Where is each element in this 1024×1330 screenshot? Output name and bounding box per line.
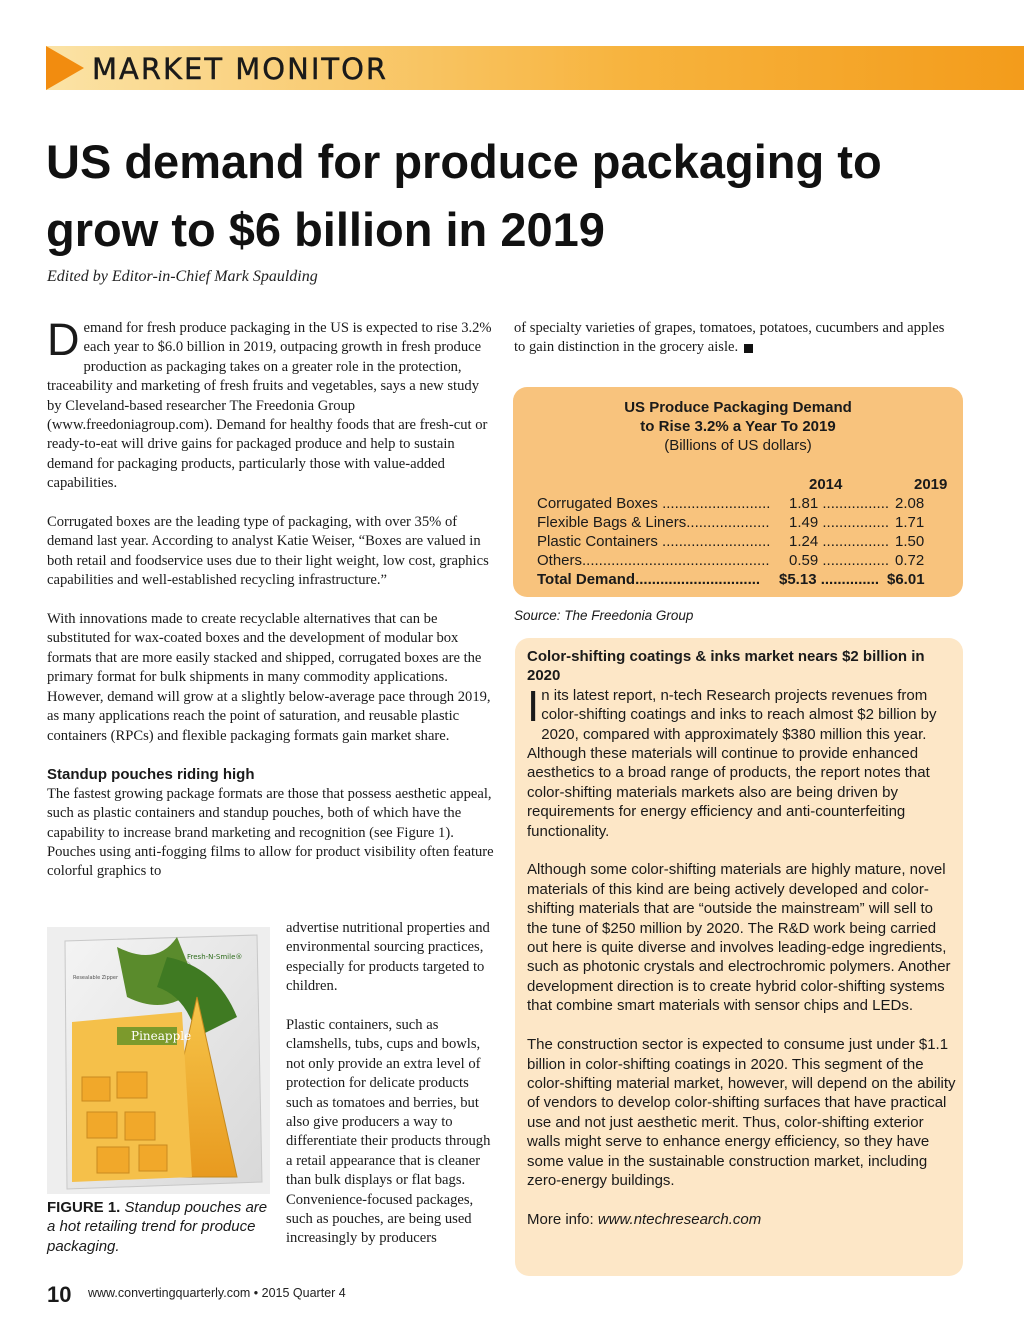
- paragraph-5: Plastic containers, such as clamshells, tubs, cups and bowls, not only provide an extra level of protection for delicate products such as tomatoes and berries, but also give producers a way to differentiate their products through a retail appearance that is cleaner than bulk displays or flat bags. Convenience-focused packages, such as pouches, are being used increasingly by producers: [286, 1017, 491, 1247]
- row-label: Others.............................................: [537, 552, 770, 569]
- figure-caption: [47, 1198, 272, 1256]
- bag-label: Pineapple: [131, 1029, 192, 1043]
- table-title-2: to Rise 3.2% a Year To 2019: [640, 418, 836, 435]
- subheading: Standup pouches riding high: [47, 766, 255, 784]
- row-value-2019: 1.50: [895, 533, 925, 550]
- banner-arrow-icon: [46, 46, 84, 90]
- row-label: Corrugated Boxes ..........................: [537, 495, 771, 512]
- paragraph-2: Corrugated boxes are the leading type of packaging, with over 35% of demand last year. According to analyst Katie Weiser, “Boxes are valued in both retail and foodservice uses due to their light weight, low cost, graphics capabilities and well-established recycling infrastructure.”: [47, 514, 489, 589]
- body-column-wrap: [286, 919, 498, 1268]
- byline: Edited by Editor-in-Chief Mark Spaulding: [47, 268, 318, 285]
- paragraph-col2: [514, 319, 954, 358]
- figure-label: FIGURE 1.: [47, 1199, 121, 1216]
- paragraph-4: The fastest growing package formats are those that possess aesthetic appeal, such as plastic containers and standup pouches, both of which have the capability to increase brand marketing and recognition (see Figure 1). Pouches using anti-fogging films to allow for product visibility often feature colorful graphics to: [47, 785, 494, 880]
- row-label: Total Demand..............................: [537, 571, 761, 588]
- row-value-2014: 1.49 ................: [789, 514, 890, 531]
- end-mark-icon: [744, 344, 753, 353]
- row-value-2019: 1.71: [895, 514, 925, 531]
- sidebar-title: Color-shifting coatings & inks market nears $2 billion in 2020: [527, 648, 925, 685]
- sidebar-content: [527, 647, 957, 1249]
- row-value-2014: 1.81 ................: [789, 495, 890, 512]
- row-label: Flexible Bags & Liners....................: [537, 514, 770, 531]
- sidebar-more-info: [527, 1210, 957, 1229]
- pineapple-pouch-image: [47, 927, 270, 1194]
- row-value-2019: $6.01: [887, 571, 925, 588]
- headline: US demand for produce packaging to grow to $6 billion in 2019: [46, 135, 882, 256]
- more-info-link[interactable]: www.ntechresearch.com: [597, 1210, 762, 1228]
- table-subtitle: (Billions of US dollars): [664, 437, 812, 454]
- paragraph-3: With innovations made to create recyclable alternatives that can be substituted for wax-coated boxes and the development of modular box formats that are more easily stacked and shipped, corrugated boxes are the primary format for bulk shipments in many commodity applications. However, demand will grow at a slightly below-average pace through 2019, as many applications reach the point of saturation, and reusable plastic containers (RPCs) and flexible packaging formats gain market share.: [47, 611, 491, 744]
- table-col-2014: 2014: [809, 476, 843, 493]
- row-value-2014: 1.24 ................: [789, 533, 890, 550]
- more-info-label: More info:: [527, 1210, 598, 1228]
- body-column-right: [514, 319, 954, 377]
- sidebar-paragraph-1-text: n its latest report, n-tech Research projects revenues from color-shifting coatings and inks to reach almost $2 billion by 2020, compared with approximately $380 million this year. Although these materials will continue to provide enhanced aesthetics to a broad range of products, the report notes that color-shifting materials markets also are being driven by requirements for energy efficiency and anti-counterfeiting functionality.: [527, 686, 937, 840]
- row-label: Plastic Containers ..........................: [537, 533, 771, 550]
- sidebar-drop-cap: I: [527, 681, 540, 731]
- bag-brand: Fresh-N-Smile®: [187, 953, 243, 961]
- bag-zipper-text: Resealable Zipper: [73, 975, 119, 981]
- row-value-2019: 2.08: [895, 495, 925, 512]
- table-title-1: US Produce Packaging Demand: [624, 399, 852, 416]
- demand-table: [513, 387, 963, 597]
- table-col-2019: 2019: [914, 476, 948, 493]
- drop-cap: D: [47, 314, 80, 365]
- row-value-2019: 0.72: [895, 552, 925, 569]
- row-value-2014: $5.13 ..............: [779, 571, 880, 588]
- sidebar-box: [515, 638, 963, 1276]
- paragraph-col2-text: of specialty varieties of grapes, tomatoes, potatoes, cucumbers and apples to gain distinction in the grocery aisle.: [514, 320, 945, 356]
- paragraph-4-continued: advertise nutritional properties and environmental sourcing practices, especially for products targeted to children.: [286, 920, 490, 995]
- row-value-2014: 0.59 ................: [789, 552, 890, 569]
- body-column-left: [47, 314, 495, 901]
- sidebar-paragraph-2: Although some color-shifting materials are highly mature, novel materials of this kind are being actively developed and color-shifting materials that are “outside the mainstream” will sell to the tune of $250 million by 2020. The R&D work being carried out here is quite diverse and involves leading-edge ingredients, such as photonic crystals and electrochromic polymers. Another development direction is to create hybrid color-shifting systems that combine smart materials with sensor chips and LEDs.: [527, 861, 951, 1015]
- sidebar-paragraph-1: [527, 681, 957, 841]
- sidebar-paragraph-3: The construction sector is expected to consume just under $1.1 billion in color-shifting coatings in 2020. This segment of the color-shifting material market, however, will depend on the ability of vendors to develop color-shifting surfaces that have practical use and not just aesthetic merit. Thus, color-shifting exterior walls might serve to enhance energy efficiency, so they have some value in the sustainable construction market, including zero-energy buildings.: [527, 1036, 956, 1189]
- section-title: MARKET MONITOR: [92, 52, 389, 86]
- table-source: Source: The Freedonia Group: [514, 608, 694, 623]
- page-number: 10: [47, 1282, 72, 1307]
- paragraph-1-text: emand for fresh produce packaging in the US is expected to rise 3.2% each year to $6.0 billion in 2019, outpacing growth in fresh produce production as packaging takes on a greater role in the protection, traceability and marketing of fresh fruits and vegetables, says a new study by Cleveland-based researcher The Freedonia Group (www.freedoniagroup.com). Demand for healthy foods that are fresh-cut or ready-to-eat will drive gains for packaged produce and help to sustain demand for packaging products, particularly those with value-added capabilities.: [47, 320, 492, 492]
- figure-pouch-photo: [47, 927, 270, 1194]
- footer-text: www.convertingquarterly.com • 2015 Quarter 4: [88, 1286, 346, 1300]
- paragraph-1: [47, 314, 495, 494]
- figure-caption-text: Standup pouches are a hot retailing trend for produce packaging.: [47, 1199, 268, 1255]
